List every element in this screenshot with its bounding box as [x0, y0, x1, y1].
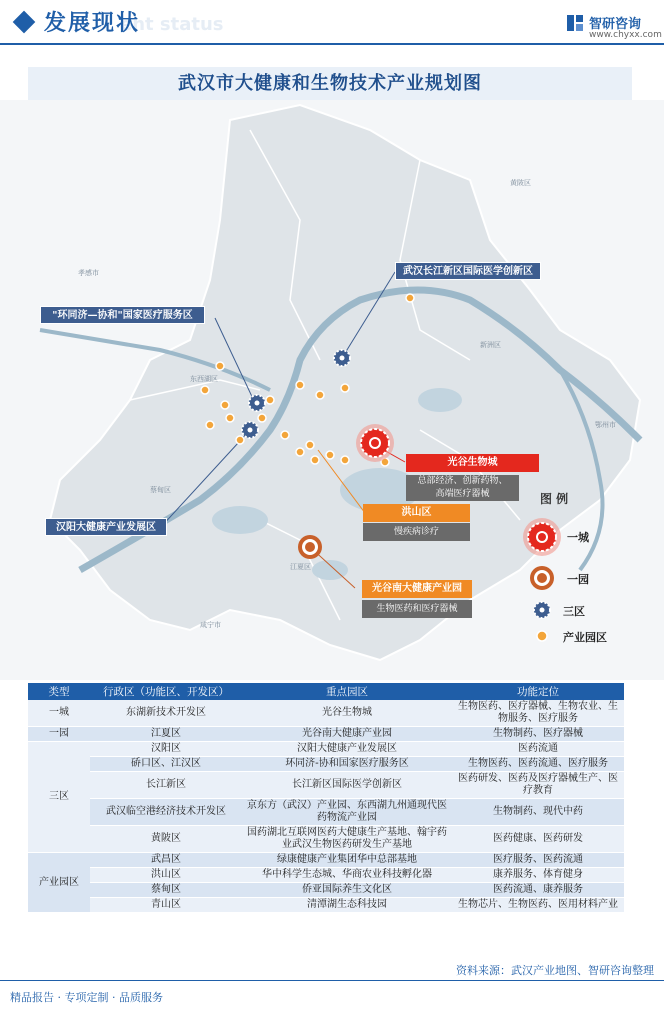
industrial-park-marker — [236, 436, 244, 444]
type-cell: 产业园区 — [28, 853, 90, 913]
table-row — [28, 700, 624, 727]
footer-divider — [0, 980, 664, 981]
planning-table — [28, 683, 624, 913]
logo-name: 智研咨询 — [589, 17, 642, 32]
industrial-park-marker — [341, 456, 349, 464]
wuhan-map — [0, 100, 664, 680]
logo-icon — [566, 14, 584, 32]
function-cell: 生物制药、医疗器械 — [452, 727, 624, 742]
header-divider — [0, 43, 664, 45]
header-ghost-text: ent status — [120, 14, 224, 35]
function-cell: 医疗服务、医药流通 — [452, 853, 624, 868]
callout-hongshan-title: 洪山区 — [363, 504, 470, 522]
place-label: 孝感市 — [78, 269, 99, 277]
function-cell: 医药流通、康养服务 — [452, 883, 624, 898]
district-marker — [242, 422, 258, 438]
callout-jiangxia-title: 光谷南大健康产业园 — [362, 580, 472, 598]
map-canvas — [0, 100, 664, 680]
park-cell: 光谷生物城 — [242, 700, 452, 727]
callout-guanggu-title: 光谷生物城 — [406, 454, 539, 472]
park-cell: 长江新区国际医学创新区 — [242, 772, 452, 799]
park-cell: 环同济-协和国家医疗服务区 — [242, 757, 452, 772]
industrial-park-marker — [281, 431, 289, 439]
industrial-park-marker — [221, 401, 229, 409]
section-title: 发展现状 — [44, 11, 141, 36]
district-cell: 东湖新技术开发区 — [90, 700, 242, 727]
callout-hanyang: 汉阳大健康产业发展区 — [45, 518, 167, 536]
industrial-park-marker — [266, 396, 274, 404]
function-cell: 医药研发、医药及医疗器械生产、医疗教育 — [452, 772, 624, 799]
district-cell: 长江新区 — [90, 772, 242, 799]
callout-guanggu-desc-2: 高端医疗器械 — [406, 488, 519, 501]
district-cell: 汉阳区 — [90, 742, 242, 757]
industrial-park-marker — [316, 391, 324, 399]
legend-title: 图 例 — [540, 492, 569, 506]
header-park: 重点园区 — [242, 683, 452, 700]
district-cell: 武昌区 — [90, 853, 242, 868]
callout-guanggu-desc-1: 总部经济、创新药物、 — [406, 475, 519, 488]
table-row — [28, 772, 624, 799]
district-cell: 青山区 — [90, 898, 242, 913]
industrial-park-marker — [341, 384, 349, 392]
place-label: 鄂州市 — [595, 421, 616, 429]
callout-jiangxia-desc: 生物医药和医疗器械 — [362, 600, 472, 618]
callout-hongshan-desc: 慢疾病诊疗 — [363, 523, 470, 541]
function-cell: 医药健康、医药研发 — [452, 826, 624, 853]
park-marker — [298, 535, 322, 559]
park-cell: 光谷南大健康产业园 — [242, 727, 452, 742]
table-row — [28, 853, 624, 868]
place-label: 黄陂区 — [510, 179, 531, 187]
type-cell: 一城 — [28, 700, 90, 727]
place-label: 蔡甸区 — [150, 486, 171, 494]
park-cell: 侨亚国际养生文化区 — [242, 883, 452, 898]
type-cell: 一园 — [28, 727, 90, 742]
table-row — [28, 868, 624, 883]
park-cell: 华中科学生态城、华商农业科技孵化器 — [242, 868, 452, 883]
place-label: 咸宁市 — [200, 621, 221, 629]
legend-label-city: 一城 — [567, 531, 589, 544]
legend-city-icon — [523, 518, 561, 556]
park-cell: 清潭湖生态科技园 — [242, 898, 452, 913]
legend-park-icon — [530, 566, 554, 590]
function-cell: 康养服务、体育健身 — [452, 868, 624, 883]
district-cell: 武汉临空港经济技术开发区 — [90, 799, 242, 826]
table-row — [28, 883, 624, 898]
table-row — [28, 799, 624, 826]
industrial-park-marker — [311, 456, 319, 464]
function-cell: 医药流通 — [452, 742, 624, 757]
legend-label-district: 三区 — [563, 605, 585, 618]
park-cell: 汉阳大健康产业发展区 — [242, 742, 452, 757]
map-title: 武汉市大健康和生物技术产业规划图 — [28, 67, 632, 101]
city-marker — [356, 424, 394, 462]
function-cell: 生物医药、医疗器械、生物农业、生物服务、医疗服务 — [452, 700, 624, 727]
district-marker — [249, 395, 265, 411]
type-cell: 三区 — [28, 742, 90, 853]
legend-label-park: 一园 — [567, 573, 589, 586]
function-cell: 生物医药、医药流通、医疗服务 — [452, 757, 624, 772]
district-cell: 黄陂区 — [90, 826, 242, 853]
table-row — [28, 727, 624, 742]
function-cell: 生物制药、现代中药 — [452, 799, 624, 826]
legend-district-icon — [534, 602, 550, 618]
header-district: 行政区（功能区、开发区） — [90, 683, 242, 700]
function-cell: 生物芯片、生物医药、医用材料产业 — [452, 898, 624, 913]
place-label: 东西湖区 — [190, 375, 218, 383]
data-source: 资料来源：武汉产业地图、智研咨询整理 — [456, 964, 654, 977]
park-cell: 国药湖北互联网医药大健康生产基地、翰宇药业武汉生物医药研发生产基地 — [242, 826, 452, 853]
table-row — [28, 898, 624, 913]
park-cell: 京东方（武汉）产业园、东西湖九州通现代医药物流产业园 — [242, 799, 452, 826]
industrial-park-marker — [406, 294, 414, 302]
industrial-park-marker — [306, 441, 314, 449]
industrial-park-marker — [296, 448, 304, 456]
industrial-park-marker — [258, 414, 266, 422]
legend-label-industrial-park: 产业园区 — [563, 631, 607, 644]
table-header-row — [28, 683, 624, 700]
table-row — [28, 757, 624, 772]
industrial-park-marker — [216, 362, 224, 370]
industrial-park-marker — [226, 414, 234, 422]
diamond-icon — [13, 11, 36, 34]
district-cell: 江夏区 — [90, 727, 242, 742]
district-cell: 蔡甸区 — [90, 883, 242, 898]
callout-changjiang: 武汉长江新区国际医学创新区 — [395, 262, 541, 280]
district-cell: 洪山区 — [90, 868, 242, 883]
place-label: 江夏区 — [290, 563, 311, 571]
table-row — [28, 742, 624, 757]
legend-industrial-park-icon — [537, 631, 547, 641]
industrial-park-marker — [296, 381, 304, 389]
callout-huantongji: "环同济—协和"国家医疗服务区 — [40, 306, 205, 324]
footer-slogan: 精品报告 · 专项定制 · 品质服务 — [10, 991, 163, 1004]
header-type: 类型 — [28, 683, 90, 700]
park-cell: 绿康健康产业集团华中总部基地 — [242, 853, 452, 868]
industrial-park-marker — [326, 451, 334, 459]
logo-url: www.chyxx.com — [589, 30, 662, 40]
district-cell: 硚口区、江汉区 — [90, 757, 242, 772]
industrial-park-marker — [206, 421, 214, 429]
industrial-park-marker — [201, 386, 209, 394]
table-row — [28, 826, 624, 853]
place-label: 新洲区 — [480, 341, 501, 349]
page-header — [0, 0, 664, 46]
header-function: 功能定位 — [452, 683, 624, 700]
district-marker — [334, 350, 350, 366]
